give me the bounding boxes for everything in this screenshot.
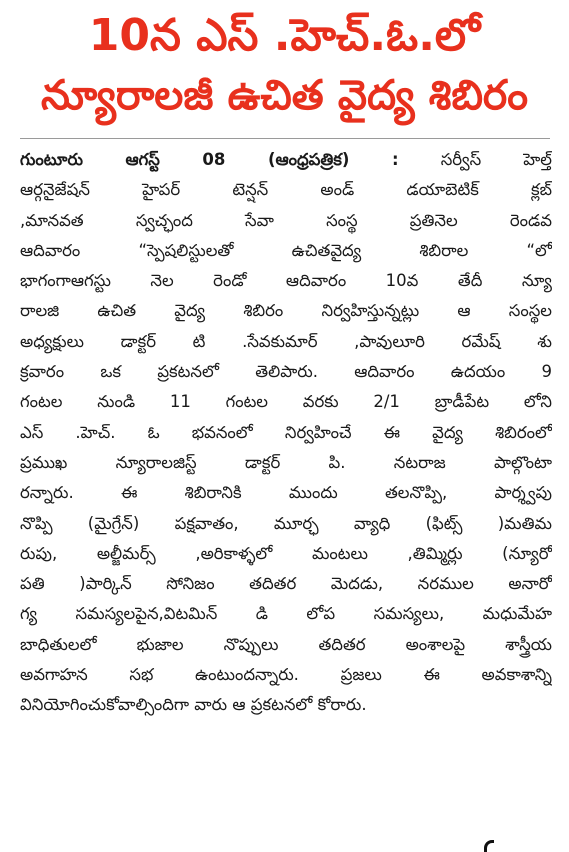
article-line: వినియోగించుకోవాల్సిందిగా వారు ఆ ప్రకటనలో కోరారు. — [20, 695, 367, 715]
article-line: అధ్యక్షులు డాక్టర్ టి .సేవకుమార్ ,పావులూరి రమేష్ శు — [20, 331, 552, 351]
article-line: రుపు, అల్జీమర్స్ ,అరికాళ్ళలో మంటలు ,తిమ్మిర్లు (న్యూరో — [20, 543, 552, 563]
article-line: ఆదివారం “స్పెషలిస్టులతో ఉచితవైద్య శిబిరాల “లో — [20, 240, 552, 260]
article-line: క్రవారం ఒక ప్రకటనలో తెలిపారు. ఆదివారం ఉదయం 9 — [20, 362, 552, 382]
headline-line-2: న్యూరాలజీ ఉచిత వైద్య శిబిరం — [40, 71, 529, 119]
article-line: రాలజి ఉచిత వైద్య శిబిరం నిర్వహిస్తున్నట్లు ఆ సంస్థల — [20, 301, 552, 321]
headline-divider — [20, 138, 550, 139]
article-line: నొప్పి (మైగ్రేన్) పక్షవాతం, మూర్ఛ వ్యాధి (ఫిట్స్ )మతిమ — [20, 513, 552, 533]
article-line: గ్య సమస్యలపైన,విటమిన్ డి లోప సమస్యలు, మధుమేహ — [20, 604, 552, 624]
article-line: బాధితులలో భుజాల నొప్పులు తదితర అంశాలపై శాస్త్రీయ — [20, 634, 552, 654]
article-line: రన్నారు. ఈ శిబిరానికి ముందు తలనొప్పి, పార్శ్వపు — [20, 483, 552, 503]
dateline: గుంటూరు ఆగస్ట్ 08 (ఆంధ్రపత్రిక) : — [20, 150, 399, 169]
article-line: ప్రముఖ న్యూరాలజిస్ట్ డాక్టర్ పి. నటరాజ పాల్గొంటా — [20, 452, 552, 472]
article-line: భాగంగాఆగస్టు నెల రెండో ఆదివారం 10వ తేదీ న్యూ — [20, 271, 552, 291]
article-line — [20, 145, 552, 175]
article-line: గంటల నుండి 11 గంటల వరకు 2/1 బ్రాడీపేట లోని — [20, 392, 552, 412]
article-line: ఆర్గనైజేషన్ హైపర్ టెన్షన్ అండ్ డయాబెటిక్ క్లబ్ — [20, 180, 552, 200]
article-line: పతి )పార్కిన్ సోనిజం తదితర మెదడు, నరముల అనారో — [20, 574, 552, 594]
clipping-corner-mark — [484, 840, 494, 852]
article-line: అవగాహన సభ ఉంటుందన్నారు. ప్రజలు ఈ అవకాశాన్ని — [20, 665, 552, 685]
article-line-text: సర్వీస్ హెల్త్ — [440, 150, 552, 169]
article-line: ,మానవత స్వచ్ఛంద సేవా సంస్థ ప్రతినెల రెండవ — [20, 210, 552, 230]
article-body — [20, 145, 552, 721]
article-line: ఎస్ .హెచ్. ఓ భవనంలో నిర్వహించే ఈ వైద్య శిబిరంలో — [20, 422, 552, 442]
headline-line-1: 10న ఎస్ .హెచ్.ఓ.లో — [88, 10, 481, 61]
